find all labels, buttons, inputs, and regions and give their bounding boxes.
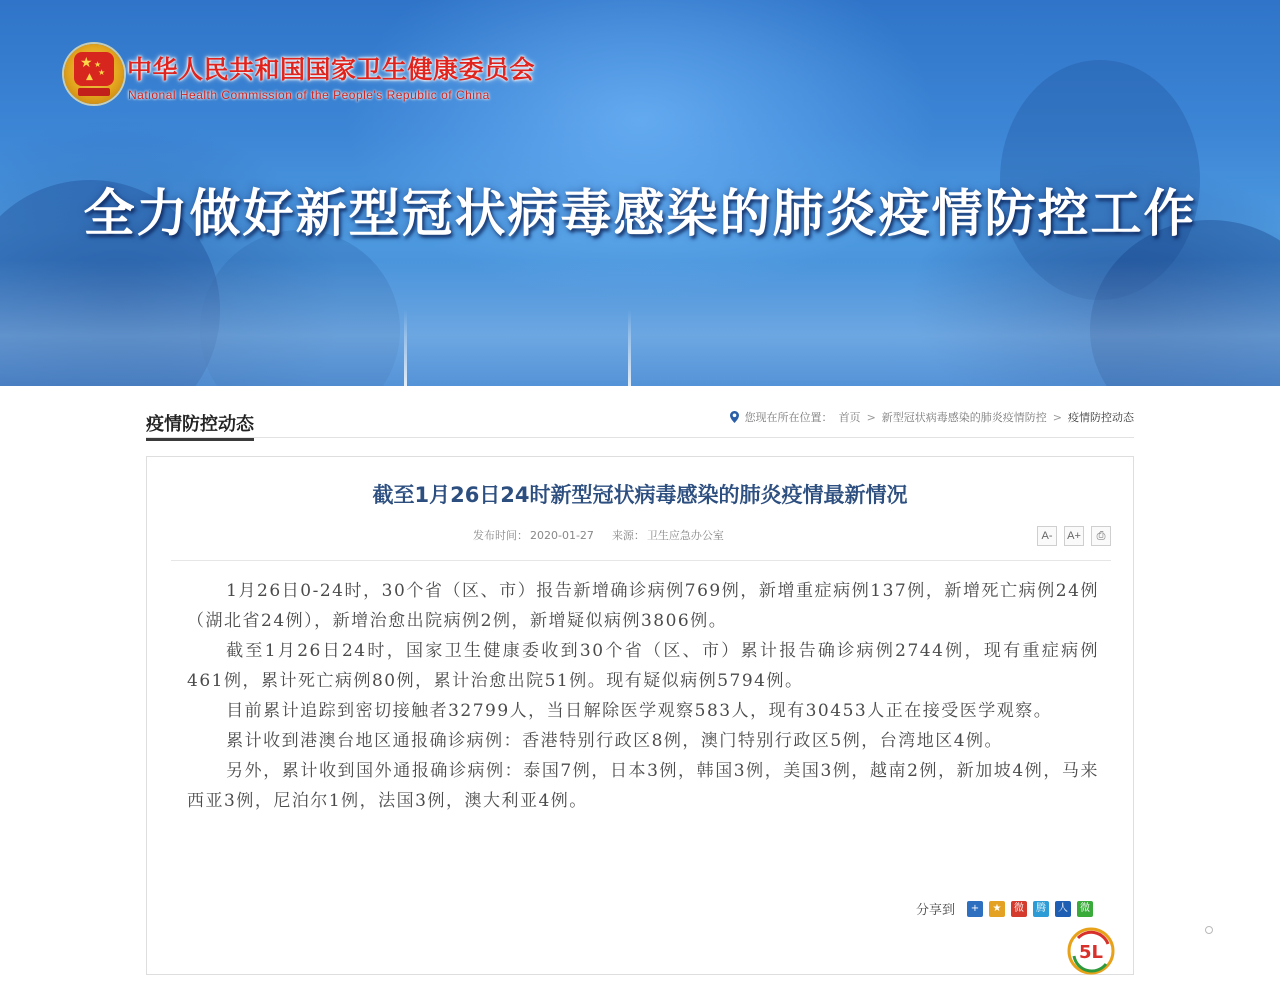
banner-light-beam — [404, 310, 407, 386]
font-increase-button[interactable]: A+ — [1064, 526, 1084, 546]
header-banner — [0, 0, 1280, 386]
article-paragraph: 累计收到港澳台地区通报确诊病例：香港特别行政区8例，澳门特别行政区5例，台湾地区4例。 — [226, 731, 1004, 751]
article-paragraph: 截至1月26日24时，国家卫生健康委收到30个省（区、市）累计报告确诊病例2744例，现有重症病例461例，累计死亡病例80例，累计治愈出院51例。现有疑似病例5794例。 — [187, 641, 1099, 691]
publish-date: 2020-01-27 — [530, 529, 594, 542]
watermark-dot — [1205, 926, 1213, 934]
breadcrumb-current-link[interactable]: 疫情防控动态 — [1068, 411, 1134, 424]
share-label: 分享到 — [915, 903, 955, 918]
share-more-icon[interactable]: + — [967, 901, 983, 917]
share-weibo-icon[interactable]: 微 — [1011, 901, 1027, 917]
share-bar — [916, 899, 1093, 918]
breadcrumb-separator: > — [1052, 410, 1062, 424]
breadcrumb-separator: > — [866, 410, 876, 424]
font-tools — [1037, 526, 1111, 546]
article-divider — [171, 560, 1111, 561]
article-paragraph: 另外，累计收到国外通报确诊病例：泰国7例，日本3例，韩国3例，美国3例，越南2例，新加坡4例，马来西亚3例，尼泊尔1例，法国3例，澳大利亚4例。 — [187, 761, 1099, 811]
share-qzone-icon[interactable]: ★ — [989, 901, 1005, 917]
banner-light-beam — [628, 310, 631, 386]
breadcrumb-epidemic-link[interactable]: 新型冠状病毒感染的肺炎疫情防控 — [881, 411, 1047, 424]
article-body — [187, 576, 1099, 816]
source: 卫生应急办公室 — [646, 529, 724, 542]
national-emblem-icon[interactable] — [64, 44, 124, 104]
article-title: 截至1月26日24时新型冠状病毒感染的肺炎疫情最新情况 — [372, 483, 908, 507]
breadcrumb — [730, 409, 1134, 425]
publish-date-label: 发布时间： — [473, 529, 528, 542]
share-tencent-weibo-icon[interactable]: 腾 — [1033, 901, 1049, 917]
print-button[interactable] — [1091, 526, 1111, 546]
breadcrumb-prefix: 您现在所在位置： — [744, 411, 833, 424]
source-label: 来源： — [611, 529, 645, 542]
banner-haze — [0, 260, 1280, 386]
article-paragraph: 目前累计追踪到密切接触者32799人，当日解除医学观察583人，现有30453人正在接受医学观察。 — [226, 701, 1053, 721]
section-divider — [146, 437, 1134, 438]
section-title: 疫情防控动态 — [146, 410, 254, 441]
banner-slogan: 全力做好新型冠状病毒感染的肺炎疫情防控工作 — [83, 185, 1197, 244]
emblem-star-icon: ★ — [94, 60, 102, 69]
emblem-star-icon: ▲ — [86, 72, 93, 82]
share-renren-icon[interactable]: 人 — [1055, 901, 1071, 917]
article-meta — [473, 527, 726, 543]
location-pin-icon — [730, 411, 739, 423]
org-name-en: National Health Commission of the People's Republic of China — [128, 88, 490, 102]
article-card — [146, 456, 1134, 975]
emblem-ribbon — [78, 88, 110, 96]
org-name-cn[interactable]: 中华人民共和国国家卫生健康委员会 — [127, 55, 536, 84]
emblem-star-icon: ★ — [98, 68, 106, 77]
font-decrease-button[interactable]: A- — [1037, 526, 1057, 546]
emblem-star-icon: ★ — [80, 55, 93, 71]
share-wechat-icon[interactable]: 微 — [1077, 901, 1093, 917]
article-paragraph: 1月26日0-24时，30个省（区、市）报告新增确诊病例769例，新增重症病例137例，新增死亡病例24例（湖北省24例），新增治愈出院病例2例，新增疑似病例3806例。 — [187, 581, 1099, 631]
print-icon: ⎙ — [1096, 529, 1106, 542]
watermark-logo-icon — [1066, 926, 1116, 976]
watermark-logo-text: 5L — [1079, 942, 1103, 963]
breadcrumb-home-link[interactable]: 首页 — [838, 411, 861, 424]
